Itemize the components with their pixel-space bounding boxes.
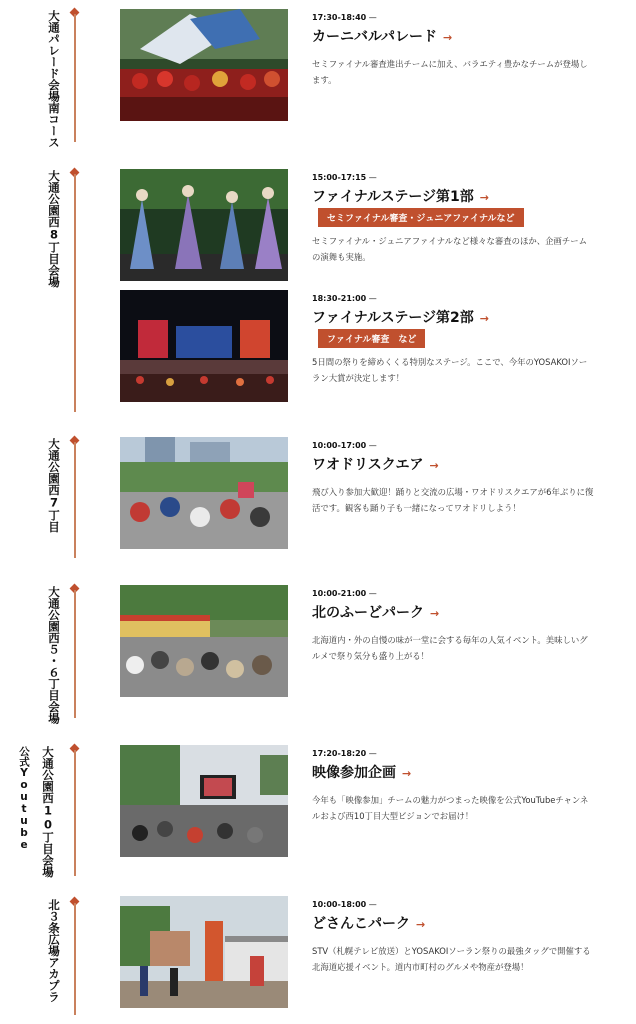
event-title[interactable]: ファイナルステージ第1部: [312, 189, 474, 205]
section-akapla: [0, 893, 636, 1024]
event-desc: セミファイナル審査進出チームに加え、バラエティ豊かなチームが登場します。: [312, 59, 588, 85]
event-waodori-square[interactable]: [120, 437, 620, 549]
arrow-right-icon[interactable]: →: [416, 918, 426, 931]
event-title-link[interactable]: [312, 765, 602, 782]
category-badge: ファイナル審査 など: [318, 329, 425, 348]
section-parade-south: [0, 0, 636, 150]
arrow-right-icon[interactable]: →: [429, 459, 439, 472]
event-title[interactable]: ファイナルステージ第2部: [312, 310, 474, 326]
event-title[interactable]: どさんこパーク: [312, 916, 410, 932]
section-west8: [0, 166, 636, 416]
event-photo[interactable]: [120, 585, 288, 697]
timeline-line: [74, 903, 76, 1015]
event-title[interactable]: ワオドリスクエア: [312, 457, 424, 473]
event-info: [312, 9, 602, 88]
section-west7: [0, 432, 636, 562]
venue-label: 大通公園西10丁目会場: [41, 746, 55, 878]
event-time: 10:00-21:00 —: [312, 589, 602, 599]
timeline-line: [74, 14, 76, 142]
arrow-right-icon[interactable]: →: [479, 191, 489, 204]
venue-label: 北３条広場アカプラ: [47, 899, 61, 1003]
event-food-park[interactable]: [120, 585, 620, 697]
event-time: 17:20-18:20 —: [312, 749, 602, 759]
event-photo[interactable]: [120, 169, 288, 281]
event-info: [312, 896, 602, 975]
event-desc: セミファイナル・ジュニアファイナルなど様々な審査のほか、企画チームの演舞も実施。: [312, 236, 588, 262]
square-crowd-photo-icon: [120, 437, 288, 549]
event-final-stage-1[interactable]: [120, 169, 620, 281]
event-photo[interactable]: [120, 896, 288, 1008]
category-badge: セミファイナル審査・ジュニアファイナルなど: [318, 208, 524, 227]
stage-dancers-photo-icon: [120, 169, 288, 281]
event-title-link[interactable]: [312, 457, 602, 474]
big-vision-photo-icon: [120, 745, 288, 857]
event-title[interactable]: カーニバルパレード: [312, 29, 438, 45]
event-title-link[interactable]: [312, 310, 602, 327]
event-info: [312, 290, 602, 386]
section-west10: [0, 740, 636, 880]
event-desc: 飛び入り参加大歓迎！踊りと交流の広場・ワオドリスクエアが6年ぶりに復活です。観客も踊り子も一緒になってワオドリしよう！: [312, 487, 594, 513]
venue-label: 大通公園西8丁目会場: [47, 170, 61, 288]
parade-photo-icon: [120, 9, 288, 121]
venue-label-youtube: 公式Youtube: [18, 746, 30, 851]
event-title-link[interactable]: [312, 916, 602, 933]
food-park-photo-icon: [120, 585, 288, 697]
event-info: [312, 585, 602, 664]
event-photo[interactable]: [120, 437, 288, 549]
event-desc: STV（札幌テレビ放送）とYOSAKOIソーラン祭りの最強タッグで開催する北海道応援イベント。道内市町村のグルメや物産が登場！: [312, 946, 591, 972]
dosanko-park-photo-icon: [120, 896, 288, 1008]
event-title-link[interactable]: [312, 605, 602, 622]
arrow-right-icon[interactable]: →: [479, 312, 489, 325]
venue-label: 大通公園西５・６丁目会場: [47, 586, 61, 724]
venue-label: 大通公園西7丁目: [47, 438, 61, 533]
timeline-line: [74, 174, 76, 412]
event-time: 18:30-21:00 —: [312, 294, 602, 304]
event-title[interactable]: 北のふーどパーク: [312, 605, 424, 621]
event-info: [312, 169, 602, 265]
event-carnival-parade[interactable]: [120, 9, 620, 121]
event-time: 10:00-18:00 —: [312, 900, 602, 910]
event-title-link[interactable]: [312, 189, 602, 206]
event-time: 10:00-17:00 —: [312, 441, 602, 451]
event-title-link[interactable]: [312, 29, 602, 46]
event-desc: 北海道内・外の自慢の味が一堂に会する毎年の人気イベント。美味しいグルメで祭り気分も盛り上がる！: [312, 635, 588, 661]
arrow-right-icon[interactable]: →: [430, 607, 440, 620]
event-info: [312, 437, 602, 516]
venue-label: 大通パレード会場南コース: [47, 10, 61, 148]
section-west5-6: [0, 580, 636, 730]
night-stage-photo-icon: [120, 290, 288, 402]
timeline-line: [74, 750, 76, 876]
event-desc: 今年も「映像参加」チームの魅力がつまった映像を公式YouTubeチャンネルおよび西10丁目大型ビジョンでお届け！: [312, 795, 589, 821]
event-photo[interactable]: [120, 9, 288, 121]
event-video-entry[interactable]: [120, 745, 620, 857]
event-info: [312, 745, 602, 824]
arrow-right-icon[interactable]: →: [443, 31, 453, 44]
event-desc: 5日間の祭りを締めくくる特別なステージ。ここで、今年のYOSAKOIソーラン大賞が決定します！: [312, 357, 588, 383]
event-title[interactable]: 映像参加企画: [312, 765, 396, 781]
event-time: 17:30-18:40 —: [312, 13, 602, 23]
timeline-line: [74, 590, 76, 718]
event-photo[interactable]: [120, 745, 288, 857]
event-final-stage-2[interactable]: [120, 290, 620, 402]
event-photo[interactable]: [120, 290, 288, 402]
arrow-right-icon[interactable]: →: [402, 767, 412, 780]
event-dosanko-park[interactable]: [120, 896, 620, 1008]
event-time: 15:00-17:15 —: [312, 173, 602, 183]
timeline-line: [74, 442, 76, 558]
